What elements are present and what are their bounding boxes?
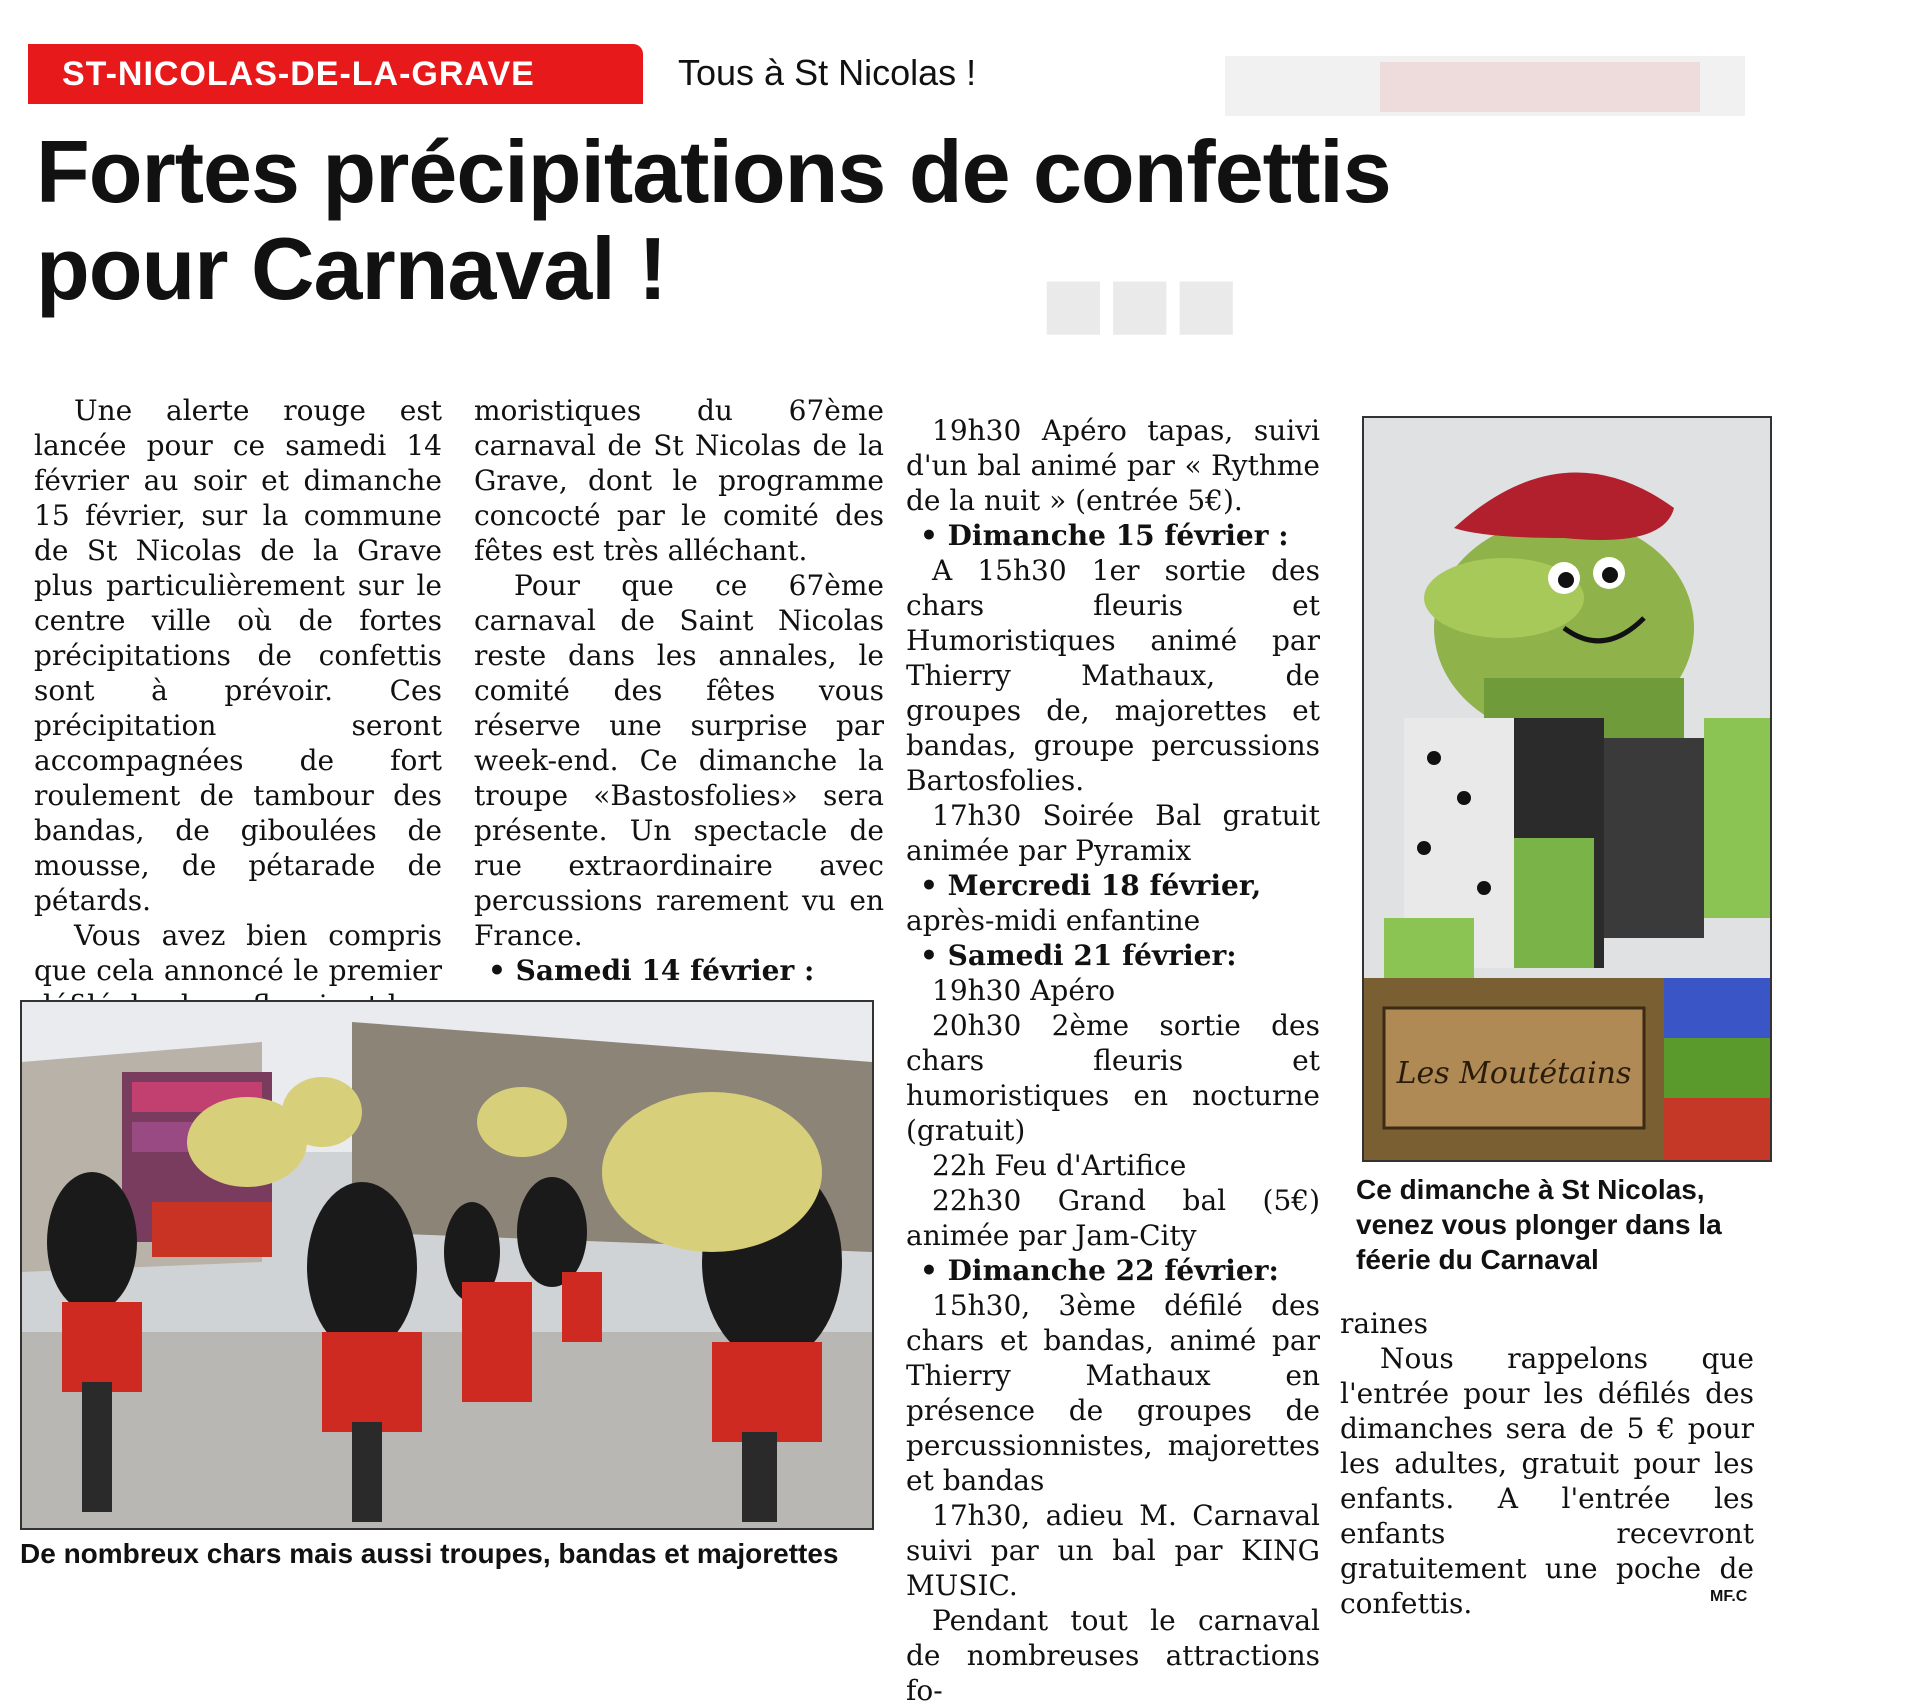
photo-caption: Ce dimanche à St Nicolas, venez vous plonger dans la féerie du Carnaval: [1356, 1174, 1722, 1275]
schedule-item: Pendant tout le carnaval de nombreuses attractions fo-: [906, 1604, 1320, 1707]
schedule-item: 19h30 Apéro: [932, 974, 1116, 1007]
schedule-item: 17h30 Soirée Bal gratuit animée par Pyramix: [906, 799, 1320, 867]
headline-line-1: Fortes précipitations de confettis: [36, 122, 1391, 221]
photo-caption: De nombreux chars mais aussi troupes, bandas et majorettes: [20, 1538, 839, 1569]
schedule-day-heading: • Samedi 21 février:: [920, 939, 1237, 972]
schedule-day-heading: • Dimanche 15 février :: [920, 519, 1289, 552]
article-column-2: [474, 393, 884, 988]
schedule-item: 20h30 2ème sortie des chars fleuris et humoristiques en nocturne (gratuit): [906, 1009, 1320, 1147]
bleed-through-box: [1380, 62, 1700, 112]
paragraph: Pour que ce 67ème carnaval de Saint Nicolas reste dans les annales, le comité des fêtes vous réserve une surprise par week-end. Ce dimanche la troupe «Bastosfolies» sera présente. Un spectacle de rue extraordinaire avec percussions rarement vu en France.: [474, 569, 884, 952]
schedule-item: après-midi enfantine: [906, 904, 1201, 937]
float-illustration: [1364, 418, 1770, 1160]
bleed-through-text: ■■■: [1040, 242, 1240, 365]
schedule-item: 15h30, 3ème défilé des chars et bandas, animé par Thierry Mathaux en présence de groupes de percussionnistes, majorettes et bandas: [906, 1289, 1320, 1497]
headline: [36, 124, 1776, 318]
headline-line-2: pour Carnaval !: [36, 218, 667, 318]
photo-float: [1362, 416, 1772, 1162]
schedule-day-label: • Mercredi 18 février,: [920, 869, 1262, 902]
article-column-3: [906, 413, 1320, 1708]
dancers-illustration: [22, 1002, 872, 1528]
schedule-item: 17h30, adieu M. Carnaval suivi par un bal par KING MUSIC.: [906, 1499, 1320, 1602]
kicker: Tous à St Nicolas !: [678, 52, 977, 93]
author-signature: MF.C: [1710, 1588, 1748, 1605]
schedule-item: 22h Feu d'Artifice: [932, 1149, 1187, 1182]
schedule-day-heading: [906, 868, 1320, 903]
article-column-4: [1340, 1306, 1754, 1621]
section-tab: ST-NICOLAS-DE-LA-GRAVE: [28, 44, 643, 104]
schedule-item: A 15h30 1er sortie des chars fleuris et Humoristiques animé par Thierry Mathaux, de groupes de, majorettes et bandas, groupe percussions Bartosfolies.: [906, 554, 1320, 797]
schedule-day-heading: • Dimanche 22 février:: [920, 1254, 1279, 1287]
schedule-day-heading: • Samedi 14 février :: [488, 954, 815, 987]
paragraph: raines: [1340, 1307, 1429, 1340]
schedule-item: 22h30 Grand bal (5€) animée par Jam-City: [906, 1184, 1320, 1252]
paragraph: Vous avez bien compris que cela annoncé le premier: [34, 919, 442, 987]
float-sign-text: Les Moutétains: [1396, 1056, 1632, 1091]
paragraph: moristiques du 67ème carnaval de St Nicolas de la Grave, dont le programme concocté par le comité des fêtes est très alléchant.: [474, 394, 884, 567]
paragraph: Nous rappelons que l'entrée pour les défilés des dimanches sera de 5 € pour les adultes, gratuit pour les enfants. A l'entrée les enfants recevront gratuitement une poche de confettis.: [1340, 1342, 1754, 1620]
photo-dancers: [20, 1000, 874, 1530]
schedule-item: 19h30 Apéro tapas, suivi d'un bal animé par « Rythme de la nuit » (entrée 5€).: [906, 414, 1320, 517]
article-column-1: [34, 393, 442, 1023]
paragraph: Une alerte rouge est lancée pour ce samedi 14 février au soir et dimanche 15 février, sur la commune de St Nicolas de la Grave plus particulièrement sur le centre ville où de fortes précipitations de confettis sont à prévoir. Ces précipitation seront accompagnées de fort roulement de tambour des bandas, de giboulées de mousse, de pétarade de pétards.: [34, 394, 442, 917]
